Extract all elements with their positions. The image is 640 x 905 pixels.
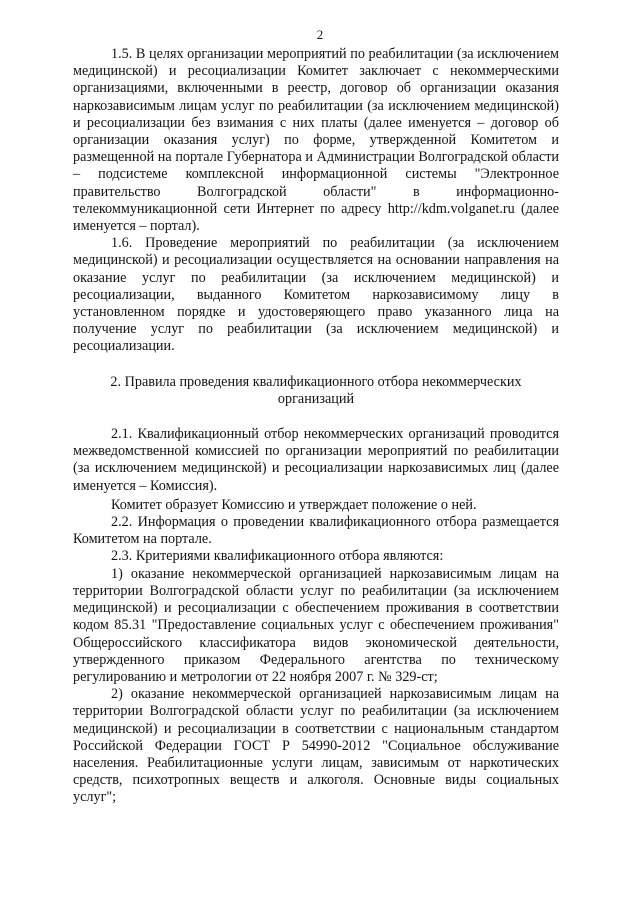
paragraph-2-3: 2.3. Критериями квалификационного отбора являются: <box>111 548 444 565</box>
section-2-heading: 2. Правила проведения квалификационного отбора некоммерческих организаций <box>110 373 522 407</box>
paragraph-2-1: 2.1. Квалификационный отбор некоммерческих организаций проводится межведомственной комиссией по организации мероприятий по реабилитации (за исключением медицинской) и ресоциализации наркозависимых лиц (далее именуется – Комиссия). <box>73 426 559 494</box>
document-body <box>73 46 559 807</box>
paragraph-1-6: 1.6. Проведение мероприятий по реабилитации (за исключением медицинской) и ресоциализации осуществляется на основании направления на оказание услуг по реабилитации (за исключением медицинской) и ресоциализации, выданного Комитетом наркозависимому лицу в установленном порядке и удостоверяющего право указанного лица на получение услуг по реабилитации (за исключением медицинской) и ресоциализации. <box>73 235 559 355</box>
criterion-1: 1) оказание некоммерческой организацией наркозависимым лицам на территории Волгоградской области услуг по реабилитации (за исключением медицинской) и ресоциализации с обеспечением проживания в соответствии кодом 85.31 "Предоставление социальных услуг с обеспечением проживания" Общероссийского классификатора видов экономической деятельности, утвержденного приказом Федерального агентства по техническому регулированию и метрологии от 22 ноября 2007 г. № 329-ст; <box>73 565 559 685</box>
paragraph-2-2: 2.2. Информация о проведении квалификационного отбора размещается Комитетом на портале. <box>73 514 559 548</box>
paragraph-1-5: 1.5. В целях организации мероприятий по реабилитации (за исключением медицинской) и ресоциализации Комитет заключает с некоммерческими организациями, включенными в реестр, договор об организации оказания наркозависимым лицам услуг по реабилитации (за исключением медицинской) и ресоциализации без взимания с них платы (далее именуется – договор об организации оказания услуг) по форме, утвержденной Комитетом и размещенной на портале Губернатора и Администрации Волгоградской области – подсистеме комплексной информационной системы "Электронное правительство Волгоградской области" в информационно-телекоммуникационной сети Интернет по адресу http://kdm.volganet.ru (далее именуется – портал). <box>73 46 559 235</box>
page-number: 2 <box>316 27 324 42</box>
criterion-2: 2) оказание некоммерческой организацией наркозависимым лицам на территории Волгоградской области услуг по реабилитации (за исключением медицинской) и ресоциализации в соответствии с национальным стандартом Российской Федерации ГОСТ Р 54990-2012 "Социальное обслуживание населения. Реабилитационные услуги лицам, зависимым от наркотических средств, психотропных веществ и алкоголя. Основные виды социальных услуг"; <box>73 686 559 806</box>
paragraph-2-1-commission: Комитет образует Комиссию и утверждает положение о ней. <box>111 496 477 513</box>
